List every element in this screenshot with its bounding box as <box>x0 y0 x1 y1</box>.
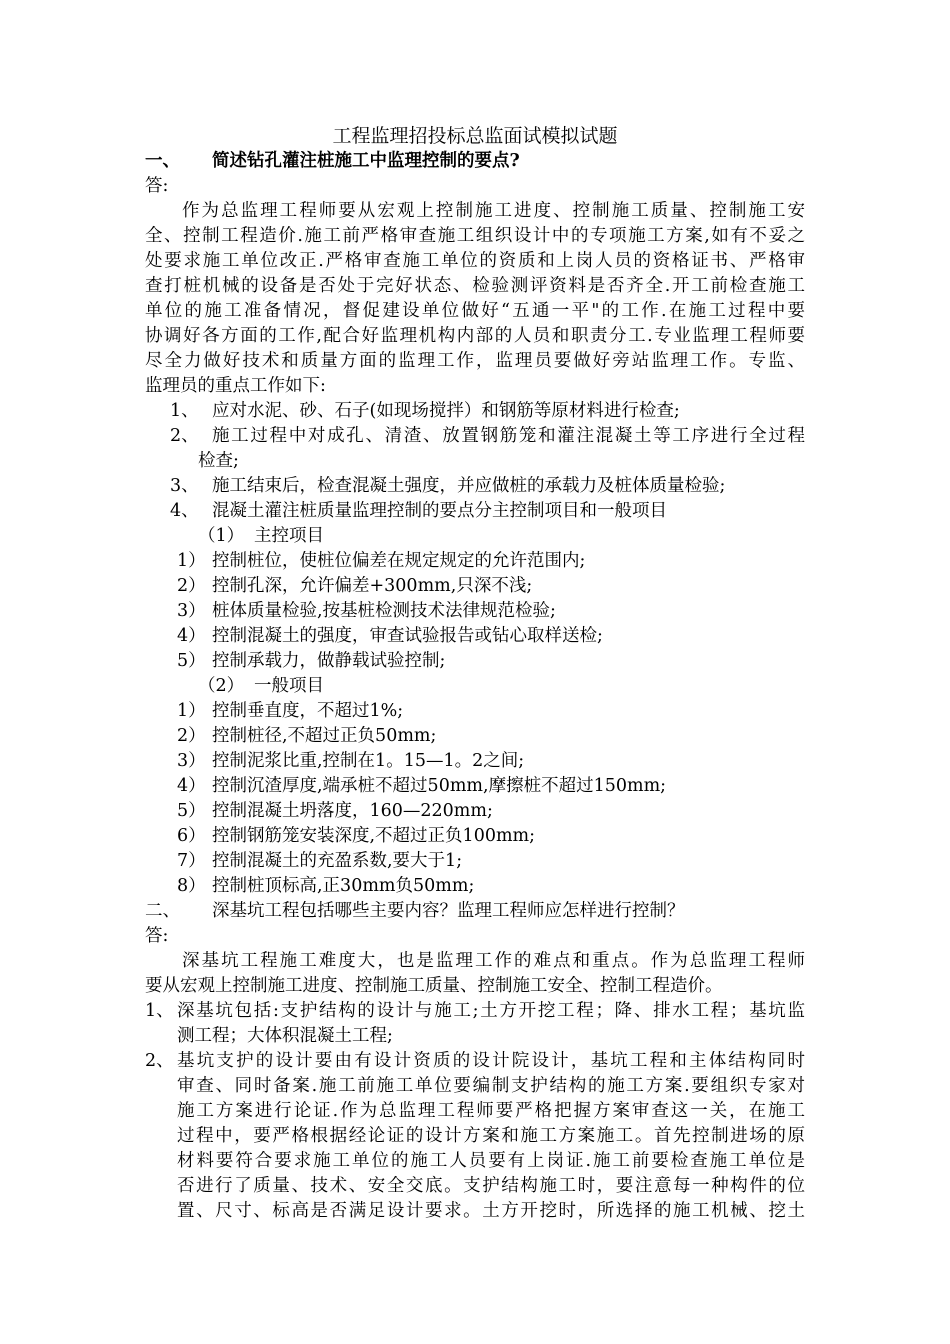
subsection-label: 主控项目 <box>254 526 324 546</box>
sub-item-text: 控制钢筋笼安装深度,不超过正负100mm; <box>212 826 536 846</box>
sub-item-text: 控制混凝土的充盈系数,要大于1; <box>212 851 463 871</box>
list-item-continuation: 施工方案进行论证.作为总监理工程师要严格把握方案审查这一关，在施工 <box>177 1101 805 1121</box>
list-item-text: 施工结束后，检查混凝土强度，并应做桩的承载力及桩体质量检验; <box>212 476 726 496</box>
answer-2-label: 答: <box>145 926 169 946</box>
sub-item-number: 1） <box>177 701 206 721</box>
list-item-continuation: 检查; <box>198 451 239 471</box>
answer-1-line: 作为总监理工程师要从宏观上控制施工进度、控制施工质量、控制施工安 <box>182 201 805 221</box>
sub-item-text: 控制混凝土的强度，审查试验报告或钻心取样送检; <box>212 626 603 646</box>
question-1-text: 简述钻孔灌注桩施工中监理控制的要点? <box>212 151 520 171</box>
question-2-text: 深基坑工程包括哪些主要内容？监理工程师应怎样进行控制？ <box>212 901 685 921</box>
answer-1-line: 协调好各方面的工作,配合好监理机构内部的人员和职责分工.专业监理工程师要 <box>145 326 805 346</box>
list-item-number: 1、 <box>145 1001 174 1021</box>
sub-item-number: 2） <box>177 576 206 596</box>
answer-1-line: 尽全力做好技术和质量方面的监理工作，监理员要做好旁站监理工作。专监、 <box>145 351 805 371</box>
sub-item-number: 3） <box>177 601 206 621</box>
subsection-number: （1） <box>198 526 245 546</box>
sub-item-text: 控制桩位，使桩位偏差在规定规定的允许范围内; <box>212 551 586 571</box>
sub-item-text: 控制孔深，允许偏差+300mm,只深不浅; <box>212 576 533 596</box>
sub-item-number: 5） <box>177 801 206 821</box>
sub-item-number: 1） <box>177 551 206 571</box>
list-item-text: 施工过程中对成孔、清渣、放置钢筋笼和灌注混凝土等工序进行全过程 <box>212 426 805 446</box>
question-1-number: 一、 <box>145 151 180 171</box>
answer-1-line: 单位的施工准备情况，督促建设单位做好“五通一平"的工作.在施工过程中要 <box>145 301 805 321</box>
list-item-text: 深基坑包括:支护结构的设计与施工;土方开挖工程；降、排水工程；基坑监 <box>177 1001 805 1021</box>
sub-item-text: 控制承载力，做静载试验控制; <box>212 651 446 671</box>
sub-item-text: 控制混凝土坍落度，160—220mm; <box>212 801 493 821</box>
sub-item-text: 控制桩顶标高,正30mm负50mm; <box>212 876 475 896</box>
list-item-continuation: 置、尺寸、标高是否满足设计要求。土方开挖时，所选择的施工机械、挖土 <box>177 1201 805 1221</box>
sub-item-number: 6） <box>177 826 206 846</box>
sub-item-number: 4） <box>177 626 206 646</box>
answer-1-line: 查打桩机械的设备是否处于完好状态、检验测评资料是否齐全.开工前检查施工 <box>145 276 805 296</box>
list-item-text: 应对水泥、砂、石子(如现场搅拌）和钢筋等原材料进行检查; <box>212 401 680 421</box>
answer-2-line: 要从宏观上控制施工进度、控制施工质量、控制施工安全、控制工程造价。 <box>145 976 723 996</box>
answer-1-line: 全、控制工程造价.施工前严格审查施工组织设计中的专项施工方案,如有不妥之 <box>145 226 805 246</box>
list-item-number: 1、 <box>170 401 199 421</box>
sub-item-number: 3） <box>177 751 206 771</box>
document-title: 工程监理招投标总监面试模拟试题 <box>332 125 618 147</box>
sub-item-number: 7） <box>177 851 206 871</box>
list-item-continuation: 审查、同时备案.施工前施工单位要编制支护结构的施工方案.要组织专家对 <box>177 1076 805 1096</box>
sub-item-text: 控制沉渣厚度,端承桩不超过50mm,摩擦桩不超过150mm; <box>212 776 667 796</box>
question-2-number: 二、 <box>145 901 180 921</box>
sub-item-text: 桩体质量检验,按基桩检测技术法律规范检验; <box>212 601 556 621</box>
sub-item-text: 控制垂直度，不超过1%; <box>212 701 404 721</box>
subsection-label: 一般项目 <box>254 676 324 696</box>
sub-item-text: 控制泥浆比重,控制在1。15—1。2之间; <box>212 751 525 771</box>
answer-1-line: 处要求施工单位改正.严格审查施工单位的资质和上岗人员的资格证书、严格审 <box>145 251 805 271</box>
list-item-continuation: 测工程；大体积混凝土工程; <box>177 1026 393 1046</box>
subsection-number: （2） <box>198 676 245 696</box>
answer-1-label: 答: <box>145 176 169 196</box>
list-item-continuation: 过程中，要严格根据经论证的设计方案和施工方案施工。首先控制进场的原 <box>177 1126 805 1146</box>
list-item-continuation: 否进行了质量、技术、安全交底。支护结构施工时，要注意每一种构件的位 <box>177 1176 805 1196</box>
sub-item-text: 控制桩径,不超过正负50mm; <box>212 726 437 746</box>
list-item-number: 2、 <box>170 426 199 446</box>
list-item-text: 基坑支护的设计要由有设计资质的设计院设计，基坑工程和主体结构同时 <box>177 1051 805 1071</box>
list-item-continuation: 材料要符合要求施工单位的施工人员要有上岗证.施工前要检查施工单位是 <box>177 1151 805 1171</box>
sub-item-number: 8） <box>177 876 206 896</box>
list-item-number: 4、 <box>170 501 199 521</box>
sub-item-number: 2） <box>177 726 206 746</box>
sub-item-number: 4） <box>177 776 206 796</box>
list-item-number: 2、 <box>145 1051 174 1071</box>
list-item-text: 混凝土灌注桩质量监理控制的要点分主控制项目和一般项目 <box>212 501 667 521</box>
answer-1-line: 监理员的重点工作如下: <box>145 376 326 396</box>
list-item-number: 3、 <box>170 476 199 496</box>
answer-2-line: 深基坑工程施工难度大，也是监理工作的难点和重点。作为总监理工程师 <box>182 951 805 971</box>
sub-item-number: 5） <box>177 651 206 671</box>
